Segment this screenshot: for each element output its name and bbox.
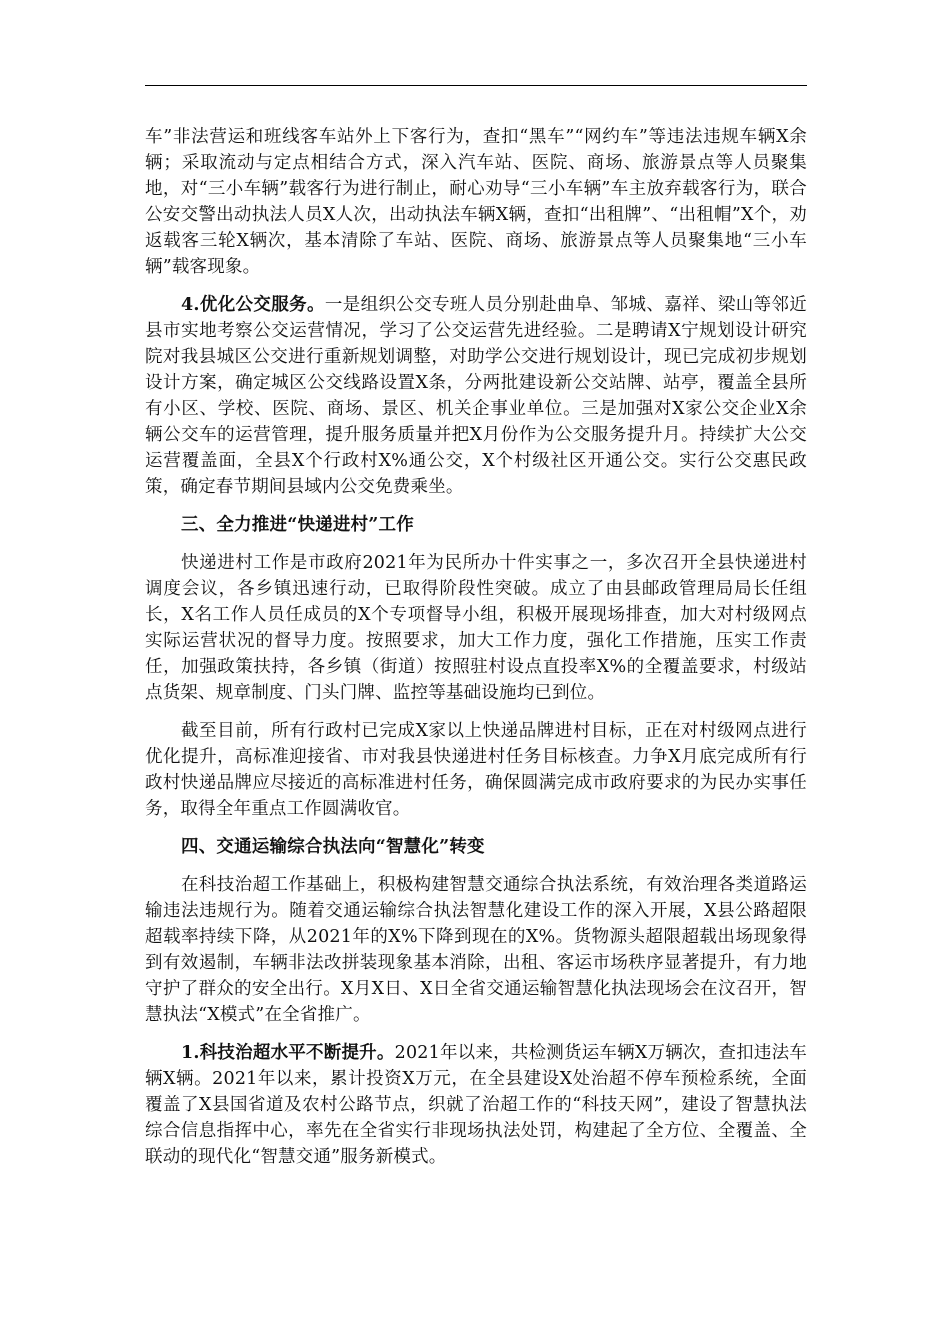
section-heading-express-delivery: 三、全力推进“快递进村”工作 bbox=[181, 515, 414, 535]
paragraph-express-delivery: 快递进村工作是市政府2021年为民所办十件实事之一，多次召开全县快递进村调度会议，各乡镇迅速行动，已取得阶段性突破。成立了由县邮政管理局局长任组长，X名工作人员任成员的X个专项督导小组，积极开展现场排查，加大对村级网点实际运营状况的督导力度。按照要求，加大工作力度，强化工作措施，压实工作责任，加强政策扶持，各乡镇（街道）按照驻村设点直投率X%的全覆盖要求，村级站点货架、规章制度、门头门牌、监控等基础设施均已到位。 bbox=[145, 553, 807, 703]
paragraph-lead: 4.优化公交服务。 bbox=[181, 295, 325, 315]
paragraph-text: 一是组织公交专班人员分别赴曲阜、邹城、嘉祥、梁山等邻近县市实地考察公交运营情况，学习了公交运营先进经验。二是聘请X宁规划设计研究院对我县城区公交进行重新规划调整，对助学公交进行规划设计，现已完成初步规划设计方案，确定城区公交线路设置X条，分两批建设新公交站牌、站亭，覆盖全县所有小区、学校、医院、商场、景区、机关企事业单位。三是加强对X家公交企业X余辆公交车的运营管理，提升服务质量并把X月份作为公交服务提升月。持续扩大公交运营覆盖面，全县X个行政村X%通公交，X个村级社区开通公交。实行公交惠民政策，确定春节期间县域内公交免费乘坐。 bbox=[145, 295, 807, 497]
paragraph-tech-overload bbox=[145, 1040, 807, 1170]
paragraph-lead: 1.科技治超水平不断提升。 bbox=[181, 1043, 395, 1063]
header-rule bbox=[145, 85, 807, 86]
section-heading-smart-enforcement: 四、交通运输综合执法向“智慧化”转变 bbox=[181, 837, 485, 857]
paragraph-smart-enforcement: 在科技治超工作基础上，积极构建智慧交通综合执法系统，有效治理各类道路运输违法违规行为。随着交通运输综合执法智慧化建设工作的深入开展，X县公路超限超载率持续下降，从2021年的X%下降到现在的X%。货物源头超限超载出场现象得到有效遏制，车辆非法改拼装现象基本消除，出租、客运市场秩序显著提升，有力地守护了群众的安全出行。X月X日、X日全省交通运输智慧化执法现场会在汶召开，智慧执法“X模式”在全省推广。 bbox=[145, 875, 807, 1025]
paragraph-express-progress: 截至目前，所有行政村已完成X家以上快递品牌进村目标，正在对村级网点进行优化提升，高标准迎接省、市对我县快递进村任务目标核查。力争X月底完成所有行政村快递品牌应尽接近的高标准进村任务，确保圆满完成市政府要求的为民办实事任务，取得全年重点工作圆满收官。 bbox=[145, 721, 807, 819]
document-body bbox=[145, 124, 807, 1182]
paragraph-bus-service bbox=[145, 292, 807, 500]
paragraph-text: 2021年以来，共检测货运车辆X万辆次，查扣违法车辆X辆。2021年以来，累计投资X万元，在全县建设X处治超不停车预检系统，全面覆盖了X县国省道及农村公路节点，织就了治超工作的“科技天网”，建设了智慧执法综合信息指挥中心，率先在全省实行非现场执法处罚，构建起了全方位、全覆盖、全联动的现代化“智慧交通”服务新模式。 bbox=[145, 1043, 808, 1167]
paragraph-illegal-operation: 车”非法营运和班线客车站外上下客行为，查扣“黑车”“网约车”等违法违规车辆X余辆；采取流动与定点相结合方式，深入汽车站、医院、商场、旅游景点等人员聚集地，对“三小车辆”载客行为进行制止，耐心劝导“三小车辆”车主放弃载客行为，联合公安交警出动执法人员X人次，出动执法车辆X辆，查扣“出租牌”、“出租帽”X个，劝返载客三轮X辆次，基本清除了车站、医院、商场、旅游景点等人员聚集地“三小车辆”载客现象。 bbox=[145, 127, 807, 277]
